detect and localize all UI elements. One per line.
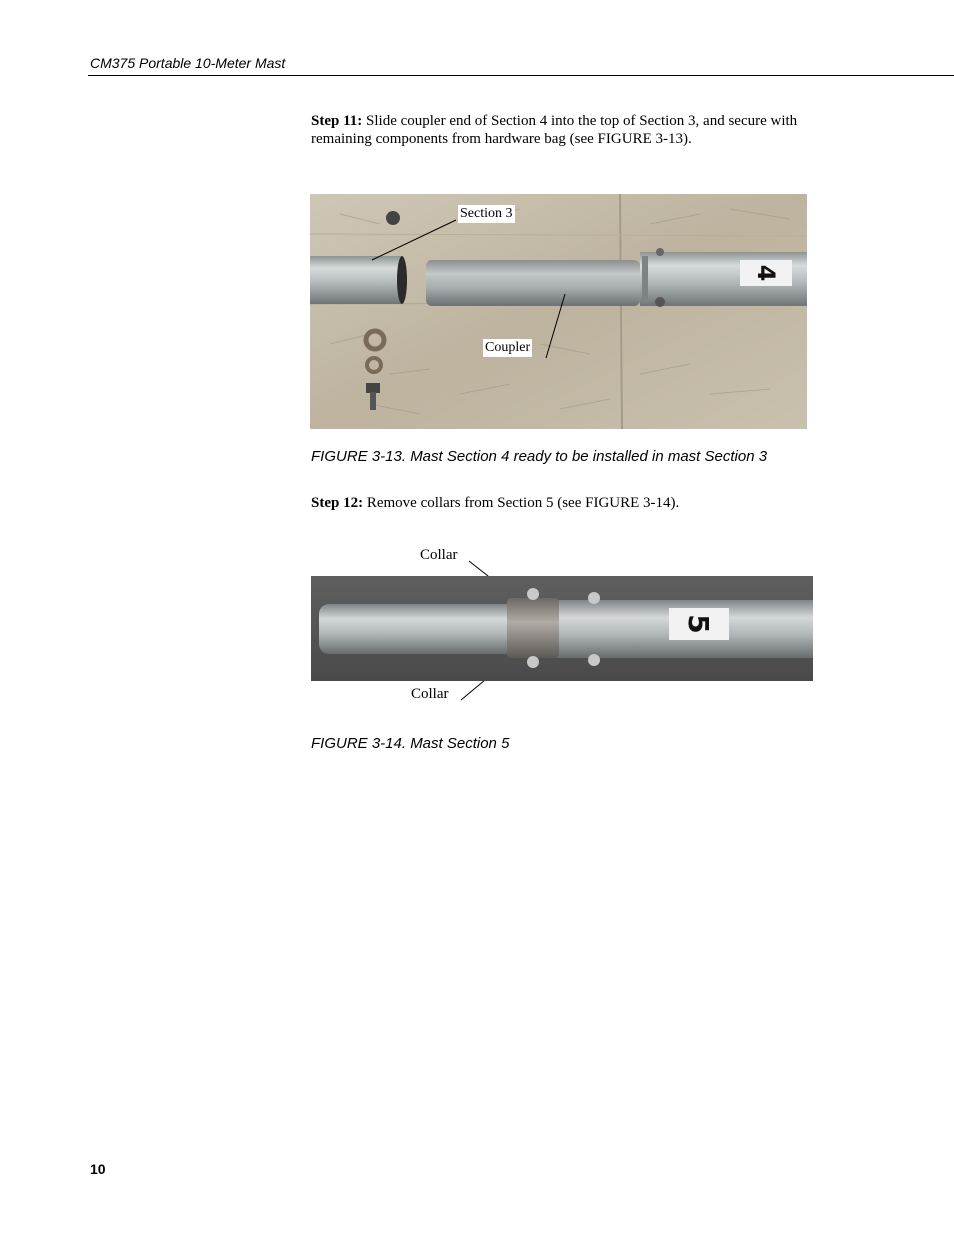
figure-3-14-caption: FIGURE 3-14. Mast Section 5 (311, 735, 510, 752)
mast-section-4-illustration (310, 194, 807, 429)
header-rule (88, 75, 954, 76)
callout-section-3: Section 3 (460, 206, 513, 221)
page-number: 10 (90, 1161, 106, 1177)
mast-section-5-illustration (311, 576, 813, 681)
step-11-paragraph (311, 112, 801, 148)
figure-3-13-photo (310, 194, 807, 429)
callout-coupler: Coupler (485, 340, 531, 355)
step-12-paragraph (311, 494, 801, 512)
step-12-text: Remove collars from Section 5 (see FIGURE 3-14). (363, 495, 680, 511)
step-11-text: Slide coupler end of Section 4 into the top of Section 3, and secure with remaining components from hardware bag (see FIGURE 3-13). (311, 113, 798, 147)
figure-3-14-photo (311, 576, 813, 681)
section-4-number-text: 4 (752, 264, 780, 282)
section-5-number-text: 5 (682, 614, 715, 634)
callout-collar-top: Collar (420, 547, 458, 563)
figure-3-13-caption: FIGURE 3-13. Mast Section 4 ready to be installed in mast Section 3 (311, 448, 768, 465)
callout-collar-bottom: Collar (411, 686, 449, 702)
step-12-label: Step 12: (311, 495, 364, 511)
step-11-label: Step 11: (311, 113, 363, 129)
running-header: CM375 Portable 10-Meter Mast (90, 55, 286, 71)
